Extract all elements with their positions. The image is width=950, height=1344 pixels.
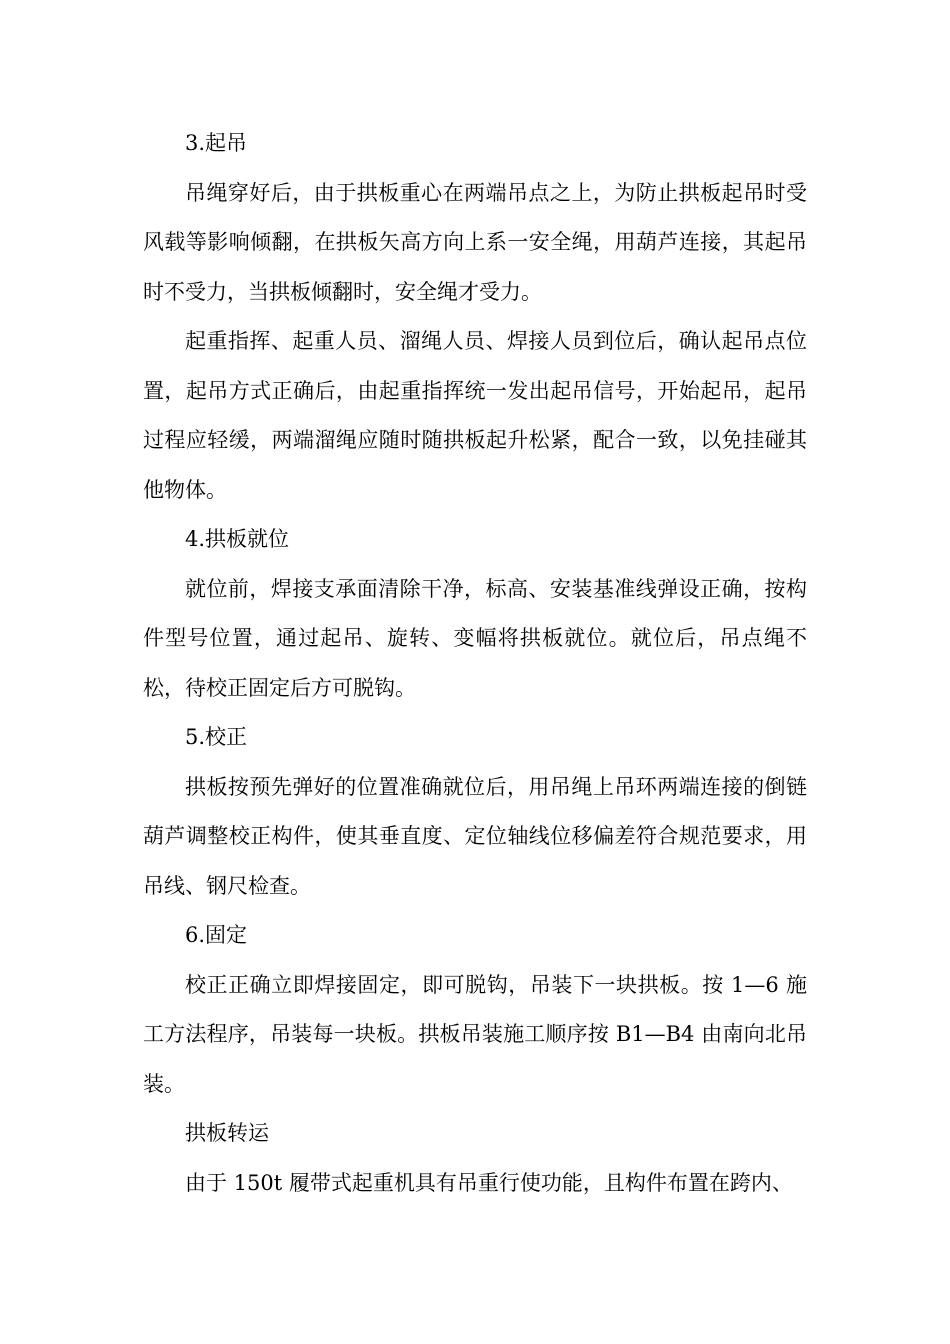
paragraph-correction: 拱板按预先弹好的位置准确就位后，用吊绳上吊环两端连接的倒链葫芦调整校正构件，使其垂直度、定位轴线位移偏差符合规范要求，用吊线、钢尺检查。 [143, 774, 807, 898]
section-heading-lifting: 3.起吊 [185, 131, 248, 155]
paragraph-fixing: 校正正确立即焊接固定，即可脱钩，吊装下一块拱板。按 1—6 施工方法程序，吊装每一块板。拱板吊装施工顺序按 B1—B4 由南向北吊装。 [143, 972, 807, 1096]
paragraph-transport: 由于 150t 履带式起重机具有吊重行使功能，且构件布置在跨内、 [185, 1170, 793, 1195]
section-heading-transport: 拱板转运 [185, 1121, 269, 1145]
paragraph-lifting-procedure: 起重指挥、起重人员、溜绳人员、焊接人员到位后，确认起吊点位置，起吊方式正确后，由起重指挥统一发出起吊信号，开始起吊，起吊过程应轻缓，两端溜绳应随时随拱板起升松紧，配合一致，以免挂碰其他物体。 [143, 329, 807, 502]
section-heading-fixing: 6.固定 [185, 923, 248, 947]
paragraph-positioning: 就位前，焊接支承面清除干净，标高、安装基准线弹设正确，按构件型号位置，通过起吊、旋转、变幅将拱板就位。就位后，吊点绳不松，待校正固定后方可脱钩。 [143, 576, 807, 700]
section-heading-positioning: 4.拱板就位 [185, 527, 290, 551]
paragraph-safety-rope: 吊绳穿好后，由于拱板重心在两端吊点之上，为防止拱板起吊时受风载等影响倾翻，在拱板矢高方向上系一安全绳，用葫芦连接，其起吊时不受力，当拱板倾翻时，安全绳才受力。 [143, 180, 807, 304]
section-heading-correction: 5.校正 [185, 725, 248, 749]
